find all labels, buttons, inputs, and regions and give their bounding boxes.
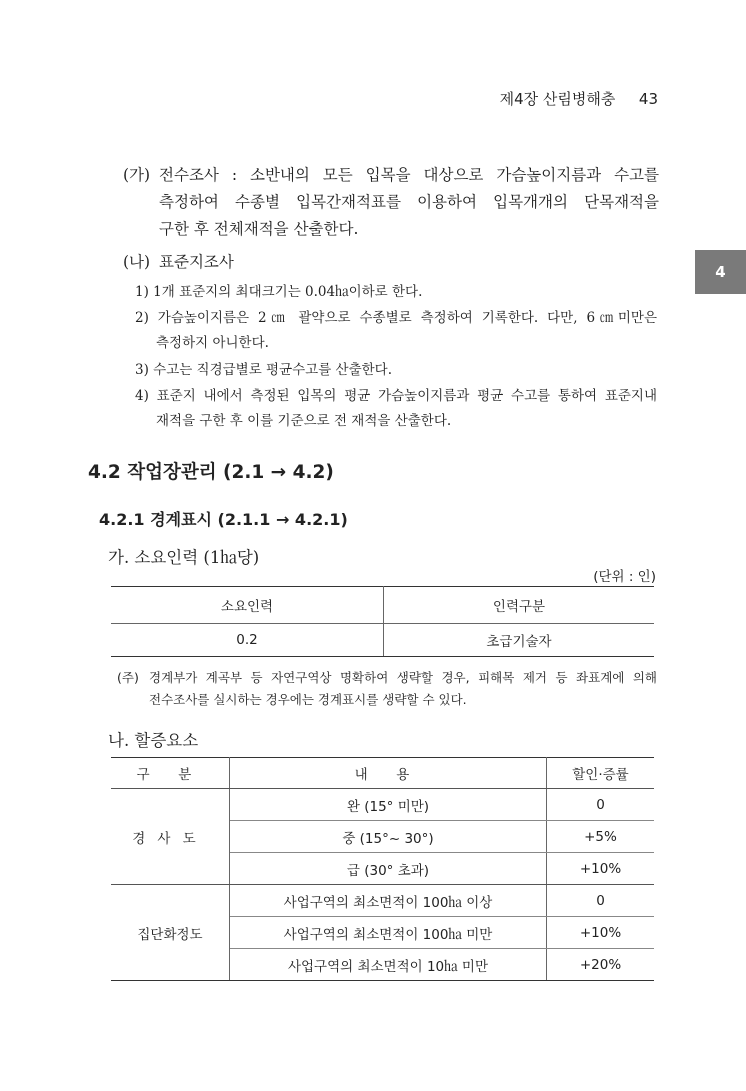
unit-label: (단위 : 인) [593, 569, 656, 585]
item-na-sub4-line1: 4) 표준지 내에서 측정된 입목의 평균 가슴높이지름과 평균 수고를 통하여 표준지내 [135, 388, 657, 404]
table-cell: 초급기술자 [384, 624, 655, 657]
table-header-row [111, 758, 654, 789]
table-cell: 0 [547, 789, 655, 821]
table-cell: 0 [547, 885, 655, 917]
table-header-cell: 소요인력 [111, 587, 384, 624]
table-cell: 사업구역의 최소면적이 100㏊ 이상 [230, 885, 547, 917]
surcharge-table [111, 757, 654, 981]
item-ga-label: (가) [123, 166, 151, 184]
table-row [111, 624, 654, 657]
item-na-sub2-line1: 2) 가슴높이지름은 2㎝ 괄약으로 수종별로 측정하여 기록한다. 다만, 6㎝미만은 [135, 310, 657, 326]
table-cell: 사업구역의 최소면적이 10㏊ 미만 [230, 949, 547, 981]
part-ga-title: 가. 소요인력 (1㏊당) [108, 548, 260, 567]
table-row [111, 789, 654, 821]
item-na-sub3: 3) 수고는 직경급별로 평균수고를 산출한다. [135, 362, 393, 378]
table-cell: +5% [547, 821, 655, 853]
item-na-title: 표준지조사 [159, 253, 234, 271]
table-cell: 0.2 [111, 624, 384, 657]
note-label: (주) [117, 670, 139, 685]
page-header [498, 88, 658, 109]
table-header-cell: 할인·증률 [547, 758, 655, 789]
chapter-title: 제4장 산림병해충 [499, 90, 616, 108]
table-header-row [111, 587, 654, 624]
item-ga-line2: 측정하여 수종별 입목간재적표를 이용하여 입목개개의 단목재적을 [159, 193, 659, 211]
section-heading: 4.2 작업장관리 (2.1 → 4.2) [88, 462, 334, 483]
table-header-cell: 인력구분 [384, 587, 655, 624]
page-number: 43 [638, 90, 658, 108]
note-line1: 경계부가 계곡부 등 자연구역상 명확하여 생략할 경우, 피해목 제거 등 좌표계에 의해 [149, 670, 657, 685]
table-header-cell: 내 용 [230, 758, 547, 789]
note-line2: 전수조사를 실시하는 경우에는 경계표시를 생략할 수 있다. [149, 692, 467, 707]
chapter-tab: 4 [695, 250, 746, 294]
subsection-heading: 4.2.1 경계표시 (2.1.1 → 4.2.1) [99, 510, 348, 529]
item-na-sub4-line2: 재적을 구한 후 이를 기준으로 전 재적을 산출한다. [156, 413, 452, 429]
table-cell: +20% [547, 949, 655, 981]
table-cell: +10% [547, 853, 655, 885]
table-row [111, 885, 654, 917]
part-na-title: 나. 할증요소 [108, 731, 199, 750]
group-cell: 집단화정도 [111, 885, 230, 981]
item-na-label: (나) [123, 253, 151, 271]
table-header-cell: 구 분 [111, 758, 230, 789]
table-cell: 중 (15°~ 30°) [230, 821, 547, 853]
item-ga-line3: 구한 후 전체재적을 산출한다. [159, 220, 359, 238]
item-ga-line1: 전수조사 : 소반내의 모든 입목을 대상으로 가슴높이지름과 수고를 [159, 166, 659, 184]
table-cell: 급 (30° 초과) [230, 853, 547, 885]
group-cell: 경사도 [111, 789, 230, 885]
item-na-sub2-line2: 측정하지 아니한다. [156, 335, 269, 351]
table-cell: +10% [547, 917, 655, 949]
table-cell: 완 (15° 미만) [230, 789, 547, 821]
item-na-sub1: 1) 1개 표준지의 최대크기는 0.04㏊이하로 한다. [135, 284, 423, 300]
labor-table [111, 586, 654, 657]
table-cell: 사업구역의 최소면적이 100㏊ 미만 [230, 917, 547, 949]
